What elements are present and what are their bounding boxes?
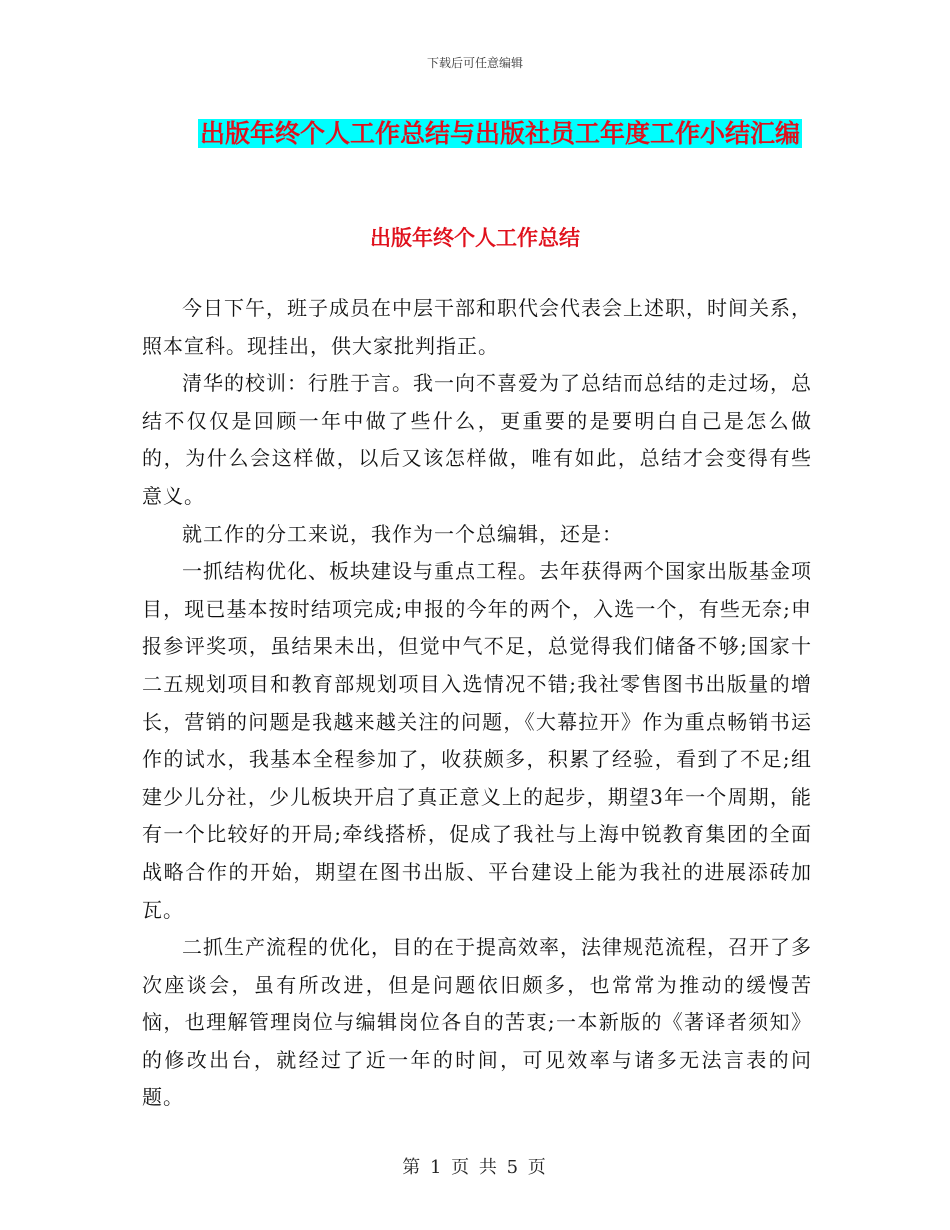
body-paragraph: 一抓结构优化、板块建设与重点工程。去年获得两个国家出版基金项目，现已基本按时结项完成;申报的今年的两个，入选一个，有些无奈;申报参评奖项，虽结果未出，但觉中气不足，总觉得我们储备不够;国家十二五规划项目和教育部规划项目入选情况不错;我社零售图书出版量的增长，营销的问题是我越来越关注的问题，《大幕拉开》作为重点畅销书运作的试水，我基本全程参加了，收获颇多，积累了经验，看到了不足;组建少儿分社，少儿板块开启了真正意义上的起步，期望3年一个周期，能有一个比较好的开局;牵线搭桥，促成了我社与上海中锐教育集团的全面战略合作的开始，期望在图书出版、平台建设上能为我社的进展添砖加瓦。 [142, 559, 812, 922]
body-paragraph: 今日下午，班子成员在中层干部和职代会代表会上述职，时间关系，照本宣科。现挂出，供大家批判指正。 [142, 296, 812, 358]
document-title-text: 出版年终个人工作总结与出版社员工年度工作小结汇编 [199, 119, 800, 148]
document-title [190, 112, 810, 156]
section-title: 出版年终个人工作总结 [370, 226, 580, 250]
body-paragraph: 清华的校训：行胜于言。我一向不喜爱为了总结而总结的走过场，总结不仅仅是回顾一年中做了些什么，更重要的是要明白自己是怎么做的，为什么会这样做，以后又该怎样做，唯有如此，总结才会变得有些意义。 [142, 371, 812, 508]
page-header-note: 下载后可任意编辑 [426, 56, 523, 70]
page-number-footer: 第 1 页 共 5 页 [402, 1157, 548, 1178]
body-paragraph: 二抓生产流程的优化，目的在于提高效率，法律规范流程，召开了多次座谈会，虽有所改进，但是问题依旧颇多，也常常为推动的缓慢苦恼，也理解管理岗位与编辑岗位各自的苦衷;一本新版的《著译者须知》的修改出台，就经过了近一年的时间，可见效率与诸多无法言表的问题。 [142, 935, 812, 1110]
document-body [142, 290, 812, 1117]
body-paragraph: 就工作的分工来说，我作为一个总编辑，还是： [182, 521, 623, 546]
